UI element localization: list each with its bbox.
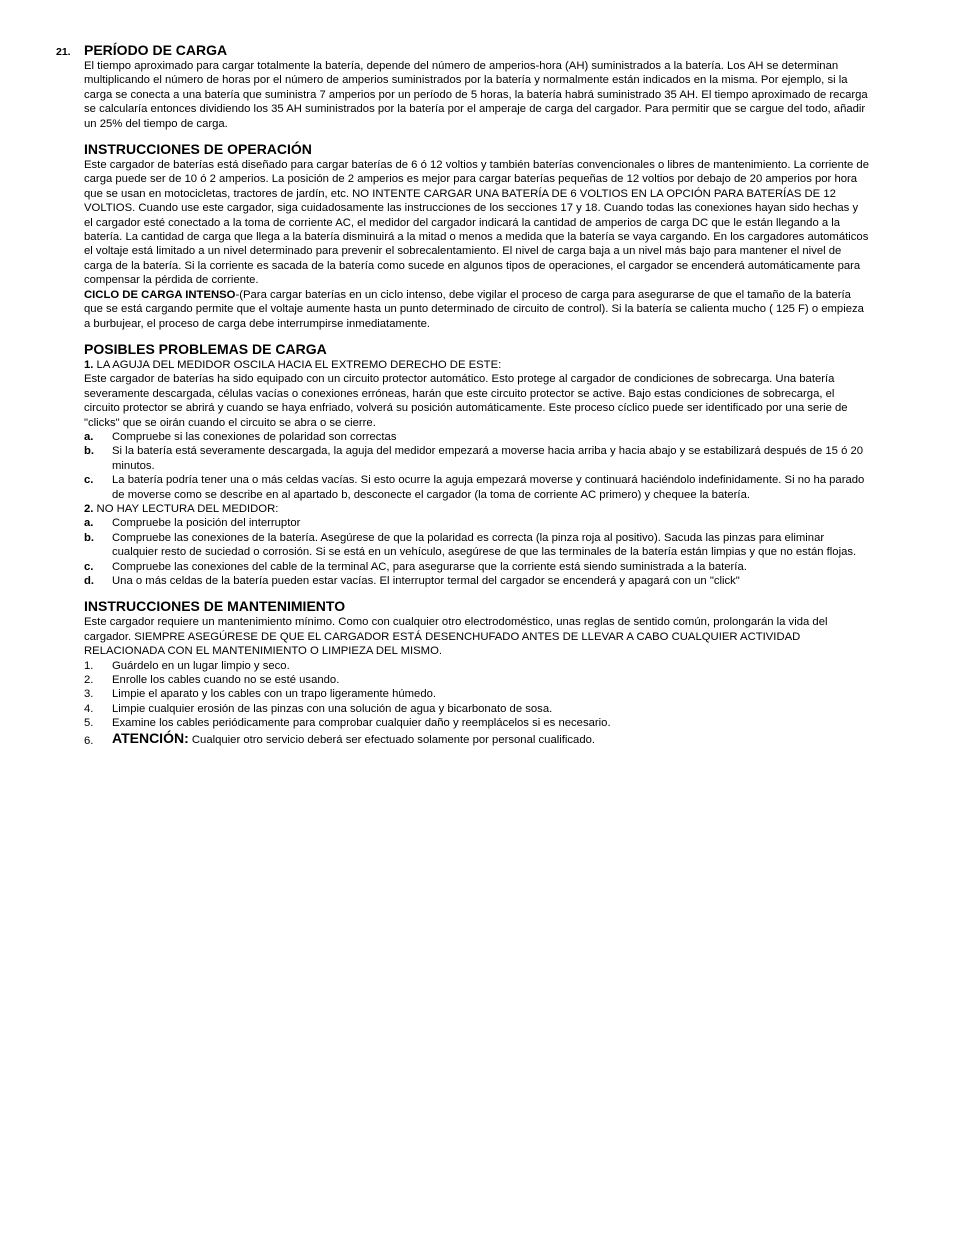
atencion-text: Cualquier otro servicio deberá ser efectuado solamente por personal cualificado. <box>188 733 596 746</box>
heading-instrucciones-mantenimiento: INSTRUCCIONES DE MANTENIMIENTO <box>84 598 346 615</box>
periodo-body: El tiempo aproximado para cargar totalmente la batería, depende del número de amperios-hora (AH) suministrados a la batería. Los AH se determinan multiplicando el número de horas por el número de amperios suministrados por la batería y normalmente están indicados en la misma. Por ejemplo, si la carga se conecta a una batería que suministra 7 amperios por un período de 5 horas, la batería habrá suministrado 35 AH. El tiempo aproximado de recarga se calcularía entonces dividiendo los 35 AH suministrados por la batería por el amperaje de carga del cargador. Para permitir que se cargue del todo, añadir un 25% del tiempo de carga. <box>84 60 868 130</box>
item-text: Compruebe si las conexiones de polaridad son correctas <box>112 430 397 443</box>
item-marker: b. <box>84 445 95 458</box>
item-marker: 3. <box>84 688 94 701</box>
problem-1-item-a <box>84 430 870 444</box>
atencion-label: ATENCIÓN: <box>112 729 189 746</box>
mantenimiento-body: Este cargador requiere un mantenimiento mínimo. Como con cualquier otro electrodoméstico, unas reglas de sentido común, prolongarán la vida del cargador. SIEMPRE ASEGÚRESE DE QUE EL CARGADOR ESTÁ DESENCHUFADO ANTES DE LLEVAR A CABO CUALQUIER ACTIVIDAD RELACIONADA CON EL MANTENIMIENTO O LIMPIEZA DEL MISMO. <box>84 616 828 658</box>
operacion-body: Este cargador de baterías está diseñado para cargar baterías de 6 ó 12 voltios y también baterías convencionales o libres de mantenimiento. La corriente de carga puede ser de 10 ó 2 amperios. La posición de 2 amperios es mejor para cargar baterías pequeñas de 12 voltios por debajo de 20 amperios por hora que se usan en motocicletas, tractores de jardín, etc. NO INTENTE CARGAR UNA BATERÍA DE 6 VOLTIOS EN LA OPCIÓN PARA BATERÍAS DE 12 VOLTIOS. Cuando use este cargador, siga cuidadosamente las instrucciones de los secciones 17 y 18. Cuando todas las conexiones hayan sido hechas y el cargador esté conectado a la toma de corriente AC, el medidor del cargador indicará la cantidad de amperios de carga DC que le están llegando a la batería. La cantidad de carga que llega a la batería disminuirá a la mitad o menos a medida que la batería se vaya cargando. En los cargadores automáticos el voltaje está limitado a un nivel determinado para prevenir el sobrecalentamiento. El nivel de carga baja a un nivel más bajo para mantener el nivel de carga de la batería. Si la corriente es sacada de la batería como sucede en algunos tipos de operaciones, el cargador se encenderá automáticamente para compensar la pérdida de corriente. <box>84 159 869 287</box>
problem-2-item-d <box>84 574 870 588</box>
item-text: Examine los cables periódicamente para comprobar cualquier daño y reemplácelos si es necesario. <box>112 717 611 730</box>
item-text: La batería podría tener una o más celdas vacías. Si esto ocurre la aguja empezará moverse y continuará haciéndolo indefinidamente. Si no ha parado de moverse como se describe en al apartado b, desconecte el cargador (la toma de corriente AC primero) y chequee la batería. <box>112 474 865 501</box>
maintenance-item-5 <box>84 716 870 730</box>
item-text: Limpie cualquier erosión de las pinzas con una solución de agua y bicarbonato de sosa. <box>112 702 553 715</box>
problem-1-number: 1. <box>84 358 94 371</box>
section-number: 21. <box>56 46 71 58</box>
problem-1-item-c <box>84 473 870 502</box>
maintenance-item-6 <box>84 731 870 747</box>
item-text: Enrolle los cables cuando no se esté usando. <box>112 674 340 687</box>
maintenance-item-2 <box>84 673 870 687</box>
item-marker: a. <box>84 517 94 530</box>
item-marker: 1. <box>84 659 94 672</box>
problem-2-item-c <box>84 560 870 574</box>
item-marker: 5. <box>84 717 94 730</box>
item-text: Compruebe las conexiones de la batería. Asegúrese de que la polaridad es correcta (la pinza roja al positivo). Sacuda las pinzas para eliminar cualquier resto de suciedad o corrosión. Si se está en un vehículo, asegúrese de que las terminales de la batería están limpias y que no están flojas. <box>112 531 857 559</box>
item-text: Compruebe las conexiones del cable de la terminal AC, para asegurarse que la corriente está siendo suministrada a la batería. <box>112 560 747 573</box>
problem-1-item-b <box>84 444 870 473</box>
item-marker: c. <box>84 560 94 573</box>
problem-1-body: Este cargador de baterías ha sido equipado con un circuito protector automático. Esto protege al cargador de condiciones de sobrecarga. Una batería severamente descargada, células vacías o conexiones erróneas, harán que este circuito protector se active. Bajo estas condiciones de sobrecarga, el circuito protector se abrirá y cuando se haya enfriado, volverá su posición automáticamente. Este proceso cíclico puede ser identificado por una serie de "clicks" que se oirán cuando el circuito se abra o se cierre. <box>84 373 848 429</box>
item-marker: d. <box>84 575 95 587</box>
maintenance-item-4 <box>84 702 870 716</box>
item-text: Compruebe la posición del interruptor <box>112 517 301 530</box>
item-marker: 4. <box>84 702 94 715</box>
item-marker: c. <box>84 474 94 487</box>
heading-periodo-de-carga: PERÍODO DE CARGA <box>84 42 228 58</box>
heading-instrucciones-operacion: INSTRUCCIONES DE OPERACIÓN <box>84 141 312 158</box>
problem-2-title <box>84 502 870 516</box>
item-text: Si la batería está severamente descargada, la aguja del medidor empezará a moverse hacia arriba y hacia abajo y se estabilizará después de 15 ó 20 minutos. <box>112 445 864 472</box>
ciclo-carga-intenso-text: -(Para cargar baterías en un ciclo intenso, debe vigilar el proceso de carga para asegurarse de que el tamaño de la batería que se está cargando permite que el voltaje aumente hasta un punto determinado de circuito de control). Si la batería se calienta mucho ( 125 F) o empieza a burbujear, el proceso de carga debe interrumpirse inmediatamente. <box>84 288 864 330</box>
item-text: Una o más celdas de la batería pueden estar vacías. El interruptor termal del cargador se encenderá y apagará con un "click" <box>112 575 740 587</box>
maintenance-item-3 <box>84 687 870 701</box>
problem-1-title <box>84 358 870 372</box>
problem-2-title-text: NO HAY LECTURA DEL MEDIDOR: <box>93 502 279 515</box>
problem-1-title-text: LA AGUJA DEL MEDIDOR OSCILA HACIA EL EXTREMO DERECHO DE ESTE: <box>93 358 502 371</box>
item-marker: a. <box>84 430 94 443</box>
ciclo-carga-intenso-label: CICLO DE CARGA INTENSO <box>84 288 236 301</box>
problem-2-number: 2. <box>84 502 94 515</box>
document-content <box>84 42 870 747</box>
item-text: Limpie el aparato y los cables con un trapo ligeramente húmedo. <box>112 688 437 701</box>
problem-2-item-a <box>84 516 870 530</box>
problem-2-item-b <box>84 531 870 560</box>
item-marker: 6. <box>84 734 94 747</box>
ciclo-carga-intenso-paragraph <box>84 288 870 331</box>
item-marker: b. <box>84 531 95 544</box>
item-text: Guárdelo en un lugar limpio y seco. <box>112 659 290 672</box>
maintenance-item-1 <box>84 659 870 673</box>
heading-posibles-problemas: POSIBLES PROBLEMAS DE CARGA <box>84 340 327 357</box>
item-marker: 2. <box>84 674 94 687</box>
